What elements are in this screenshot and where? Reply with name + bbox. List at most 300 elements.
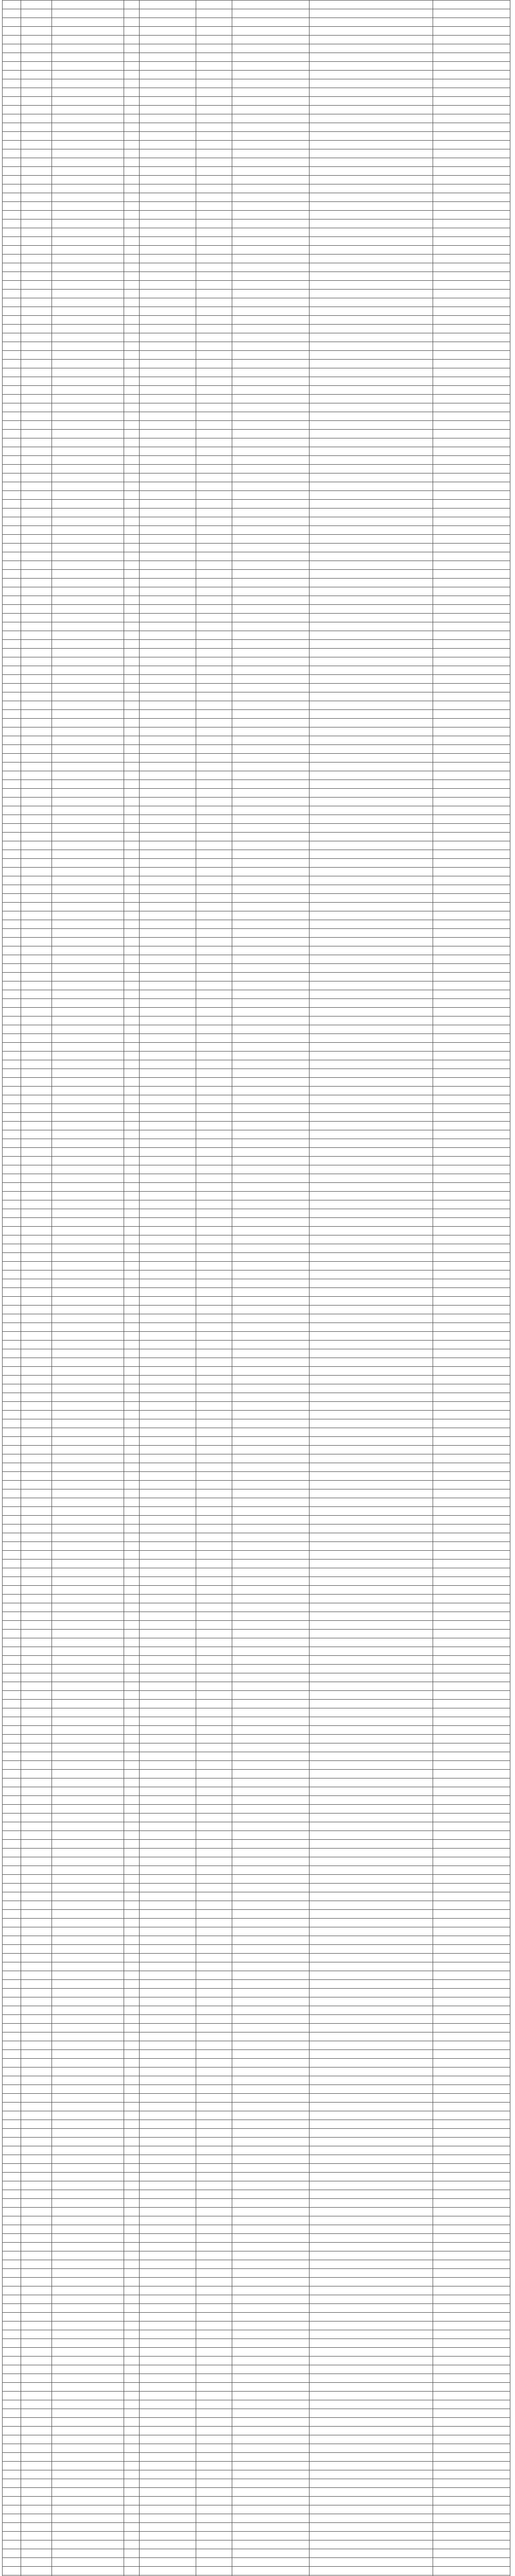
- table-cell-type: [196, 1822, 232, 1831]
- table-cell-prog: [140, 2295, 196, 2304]
- table-cell-extra: [433, 2497, 510, 2505]
- table-row: [3, 1489, 510, 1498]
- table-cell-cat: [124, 149, 140, 158]
- table-row: [3, 1778, 510, 1787]
- table-cell-unit: [310, 719, 433, 727]
- table-row: [3, 1700, 510, 1708]
- table-cell-idx: [3, 1113, 21, 1122]
- table-cell-type: [196, 342, 232, 351]
- table-cell-idx: [3, 1454, 21, 1463]
- table-row: [3, 1735, 510, 1743]
- table-cell-name: [21, 1165, 52, 1174]
- table-row: [3, 1060, 510, 1069]
- table-cell-cat: [124, 2024, 140, 2032]
- table-cell-type: [196, 351, 232, 360]
- table-cell-unit: [310, 184, 433, 193]
- table-cell-type: [196, 2348, 232, 2357]
- table-cell-inst: [232, 2435, 310, 2444]
- table-cell-unit: [310, 1849, 433, 1857]
- table-cell-prog: [140, 1735, 196, 1743]
- table-cell-cat: [124, 710, 140, 719]
- table-cell-pid: [52, 2514, 124, 2523]
- table-cell-inst: [232, 1139, 310, 1148]
- table-cell-extra: [433, 2321, 510, 2330]
- table-row: [3, 2208, 510, 2216]
- table-cell-unit: [310, 885, 433, 894]
- table-cell-inst: [232, 2164, 310, 2173]
- table-cell-pid: [52, 675, 124, 684]
- table-cell-unit: [310, 1892, 433, 1901]
- table-cell-type: [196, 2339, 232, 2348]
- table-cell-cat: [124, 219, 140, 228]
- table-cell-cat: [124, 657, 140, 666]
- table-cell-unit: [310, 1927, 433, 1936]
- table-row: [3, 2146, 510, 2155]
- table-cell-extra: [433, 2400, 510, 2409]
- table-cell-prog: [140, 1244, 196, 1253]
- table-cell-extra: [433, 1341, 510, 1349]
- table-cell-inst: [232, 1200, 310, 1209]
- table-cell-prog: [140, 850, 196, 859]
- table-row: [3, 736, 510, 745]
- table-cell-inst: [232, 789, 310, 798]
- table-cell-unit: [310, 1052, 433, 1060]
- table-cell-name: [21, 1892, 52, 1901]
- table-cell-extra: [433, 412, 510, 421]
- table-cell-unit: [310, 1437, 433, 1446]
- table-cell-name: [21, 587, 52, 596]
- table-cell-type: [196, 1411, 232, 1419]
- table-cell-prog: [140, 1927, 196, 1936]
- table-cell-name: [21, 386, 52, 395]
- table-cell-cat: [124, 1227, 140, 1235]
- table-cell-idx: [3, 2365, 21, 2374]
- table-cell-unit: [310, 2357, 433, 2365]
- table-cell-cat: [124, 1901, 140, 1910]
- table-cell-type: [196, 1770, 232, 1778]
- table-cell-type: [196, 1892, 232, 1901]
- table-cell-prog: [140, 1376, 196, 1384]
- table-cell-type: [196, 465, 232, 473]
- table-row: [3, 666, 510, 675]
- table-cell-prog: [140, 692, 196, 701]
- table-cell-cat: [124, 903, 140, 911]
- table-cell-pid: [52, 1437, 124, 1446]
- table-cell-prog: [140, 79, 196, 88]
- table-cell-extra: [433, 2558, 510, 2567]
- table-cell-cat: [124, 2120, 140, 2129]
- table-cell-cat: [124, 2190, 140, 2199]
- table-cell-name: [21, 1437, 52, 1446]
- table-cell-pid: [52, 1866, 124, 1875]
- table-cell-name: [21, 342, 52, 351]
- table-cell-inst: [232, 1586, 310, 1595]
- table-cell-idx: [3, 605, 21, 614]
- table-cell-extra: [433, 473, 510, 482]
- table-cell-type: [196, 2567, 232, 2575]
- table-cell-name: [21, 2392, 52, 2400]
- table-cell-idx: [3, 561, 21, 570]
- table-cell-pid: [52, 1454, 124, 1463]
- table-cell-type: [196, 1568, 232, 1577]
- table-cell-idx: [3, 202, 21, 211]
- table-cell-cat: [124, 1419, 140, 1428]
- table-cell-inst: [232, 2418, 310, 2427]
- table-cell-prog: [140, 2041, 196, 2050]
- table-row: [3, 614, 510, 622]
- table-row: [3, 1165, 510, 1174]
- table-cell-pid: [52, 211, 124, 219]
- table-cell-idx: [3, 649, 21, 657]
- table-row: [3, 465, 510, 473]
- table-cell-pid: [52, 2286, 124, 2295]
- table-row: [3, 622, 510, 631]
- table-row: [3, 841, 510, 850]
- table-cell-name: [21, 2540, 52, 2549]
- table-cell-pid: [52, 509, 124, 517]
- table-cell-inst: [232, 62, 310, 71]
- table-cell-extra: [433, 754, 510, 762]
- table-row: [3, 701, 510, 710]
- table-cell-unit: [310, 325, 433, 333]
- table-cell-name: [21, 692, 52, 701]
- table-cell-unit: [310, 1183, 433, 1192]
- table-cell-inst: [232, 2444, 310, 2453]
- table-row: [3, 2225, 510, 2234]
- table-cell-extra: [433, 2479, 510, 2488]
- table-cell-idx: [3, 1673, 21, 1682]
- table-row: [3, 2085, 510, 2094]
- table-cell-unit: [310, 1630, 433, 1638]
- table-cell-unit: [310, 2427, 433, 2435]
- table-cell-idx: [3, 1235, 21, 1244]
- table-cell-unit: [310, 1209, 433, 1218]
- table-cell-inst: [232, 1971, 310, 1980]
- table-cell-idx: [3, 211, 21, 219]
- table-row: [3, 1253, 510, 1262]
- table-cell-type: [196, 762, 232, 771]
- table-cell-name: [21, 1087, 52, 1095]
- table-cell-name: [21, 1831, 52, 1840]
- table-cell-inst: [232, 2138, 310, 2146]
- table-row: [3, 2558, 510, 2567]
- table-row: [3, 1270, 510, 1279]
- table-cell-name: [21, 657, 52, 666]
- table-cell-type: [196, 430, 232, 438]
- table-cell-cat: [124, 1682, 140, 1691]
- table-cell-name: [21, 158, 52, 167]
- table-cell-unit: [310, 640, 433, 649]
- table-cell-idx: [3, 1997, 21, 2006]
- table-cell-name: [21, 2313, 52, 2321]
- table-cell-pid: [52, 2059, 124, 2067]
- table-cell-unit: [310, 2006, 433, 2015]
- table-cell-unit: [310, 1612, 433, 1621]
- table-cell-extra: [433, 815, 510, 824]
- table-cell-prog: [140, 2111, 196, 2120]
- table-cell-prog: [140, 587, 196, 596]
- table-row: [3, 1025, 510, 1034]
- table-cell-pid: [52, 342, 124, 351]
- table-cell-pid: [52, 2103, 124, 2111]
- table-cell-cat: [124, 1341, 140, 1349]
- table-cell-pid: [52, 2488, 124, 2497]
- table-cell-prog: [140, 1384, 196, 1393]
- table-cell-name: [21, 2103, 52, 2111]
- table-cell-pid: [52, 1927, 124, 1936]
- table-cell-idx: [3, 1446, 21, 1454]
- table-cell-cat: [124, 1489, 140, 1498]
- table-cell-idx: [3, 692, 21, 701]
- table-cell-cat: [124, 2111, 140, 2120]
- table-cell-extra: [433, 1612, 510, 1621]
- table-row: [3, 2234, 510, 2243]
- table-cell-prog: [140, 1778, 196, 1787]
- table-cell-unit: [310, 1349, 433, 1358]
- table-cell-idx: [3, 1498, 21, 1507]
- table-cell-prog: [140, 281, 196, 290]
- table-cell-type: [196, 1314, 232, 1323]
- table-cell-type: [196, 1122, 232, 1130]
- table-cell-name: [21, 1849, 52, 1857]
- table-cell-idx: [3, 1384, 21, 1393]
- table-cell-type: [196, 18, 232, 27]
- table-cell-type: [196, 2243, 232, 2251]
- table-cell-name: [21, 1367, 52, 1376]
- table-cell-prog: [140, 798, 196, 806]
- table-cell-pid: [52, 2225, 124, 2234]
- table-cell-inst: [232, 1244, 310, 1253]
- table-cell-prog: [140, 1139, 196, 1148]
- table-cell-cat: [124, 2260, 140, 2269]
- table-cell-pid: [52, 2190, 124, 2199]
- table-cell-extra: [433, 2050, 510, 2059]
- table-cell-name: [21, 894, 52, 903]
- table-cell-extra: [433, 1384, 510, 1393]
- table-cell-inst: [232, 53, 310, 62]
- table-row: [3, 176, 510, 184]
- table-cell-inst: [232, 1341, 310, 1349]
- table-cell-unit: [310, 1814, 433, 1822]
- table-cell-name: [21, 1069, 52, 1078]
- table-cell-idx: [3, 1279, 21, 1288]
- table-cell-cat: [124, 62, 140, 71]
- table-cell-name: [21, 2260, 52, 2269]
- table-cell-prog: [140, 2330, 196, 2339]
- table-cell-inst: [232, 211, 310, 219]
- table-cell-inst: [232, 903, 310, 911]
- table-cell-extra: [433, 1752, 510, 1761]
- table-cell-extra: [433, 1638, 510, 1647]
- table-cell-inst: [232, 929, 310, 938]
- table-row: [3, 184, 510, 193]
- table-cell-type: [196, 587, 232, 596]
- table-cell-extra: [433, 544, 510, 552]
- table-cell-inst: [232, 1481, 310, 1489]
- table-cell-extra: [433, 1244, 510, 1253]
- table-cell-extra: [433, 561, 510, 570]
- table-cell-pid: [52, 1761, 124, 1770]
- table-cell-type: [196, 2041, 232, 2050]
- table-cell-inst: [232, 281, 310, 290]
- table-cell-pid: [52, 727, 124, 736]
- table-cell-idx: [3, 246, 21, 255]
- table-cell-idx: [3, 123, 21, 132]
- table-row: [3, 360, 510, 368]
- table-cell-name: [21, 1682, 52, 1691]
- table-cell-idx: [3, 333, 21, 342]
- table-cell-prog: [140, 18, 196, 27]
- table-cell-prog: [140, 1446, 196, 1454]
- table-cell-prog: [140, 2392, 196, 2400]
- table-cell-inst: [232, 1647, 310, 1656]
- table-row: [3, 141, 510, 149]
- table-cell-inst: [232, 184, 310, 193]
- table-cell-extra: [433, 246, 510, 255]
- table-cell-extra: [433, 2181, 510, 2190]
- table-cell-type: [196, 1244, 232, 1253]
- table-cell-prog: [140, 544, 196, 552]
- table-row: [3, 1104, 510, 1113]
- table-cell-idx: [3, 631, 21, 640]
- table-cell-unit: [310, 2286, 433, 2295]
- table-cell-extra: [433, 2234, 510, 2243]
- table-cell-type: [196, 719, 232, 727]
- table-cell-cat: [124, 500, 140, 509]
- table-cell-name: [21, 2050, 52, 2059]
- table-cell-pid: [52, 1428, 124, 1437]
- table-cell-type: [196, 2295, 232, 2304]
- table-cell-prog: [140, 1919, 196, 1927]
- table-cell-pid: [52, 2024, 124, 2032]
- table-cell-type: [196, 1034, 232, 1043]
- table-cell-extra: [433, 255, 510, 263]
- table-row: [3, 2024, 510, 2032]
- table-cell-cat: [124, 2251, 140, 2260]
- table-cell-unit: [310, 1682, 433, 1691]
- table-cell-unit: [310, 237, 433, 246]
- table-cell-cat: [124, 762, 140, 771]
- table-cell-inst: [232, 771, 310, 780]
- table-cell-idx: [3, 990, 21, 999]
- table-cell-type: [196, 219, 232, 228]
- table-cell-cat: [124, 535, 140, 544]
- table-cell-extra: [433, 1971, 510, 1980]
- table-cell-pid: [52, 88, 124, 97]
- table-cell-name: [21, 1770, 52, 1778]
- table-cell-cat: [124, 1971, 140, 1980]
- table-cell-idx: [3, 456, 21, 465]
- table-cell-inst: [232, 631, 310, 640]
- table-cell-prog: [140, 1393, 196, 1402]
- table-cell-type: [196, 1542, 232, 1551]
- table-cell-pid: [52, 263, 124, 272]
- table-cell-name: [21, 1060, 52, 1069]
- table-cell-prog: [140, 631, 196, 640]
- table-cell-prog: [140, 1638, 196, 1647]
- table-cell-idx: [3, 535, 21, 544]
- table-cell-type: [196, 1551, 232, 1560]
- table-cell-pid: [52, 1192, 124, 1200]
- table-cell-type: [196, 1043, 232, 1052]
- table-cell-prog: [140, 1980, 196, 1989]
- table-cell-type: [196, 1866, 232, 1875]
- table-row: [3, 1884, 510, 1892]
- table-cell-idx: [3, 2120, 21, 2129]
- table-cell-idx: [3, 1612, 21, 1621]
- table-cell-idx: [3, 1288, 21, 1297]
- table-cell-inst: [232, 1656, 310, 1665]
- table-cell-unit: [310, 1192, 433, 1200]
- table-cell-extra: [433, 946, 510, 955]
- table-cell-idx: [3, 342, 21, 351]
- table-cell-inst: [232, 1095, 310, 1104]
- table-cell-type: [196, 2251, 232, 2260]
- table-cell-name: [21, 307, 52, 316]
- table-cell-cat: [124, 1043, 140, 1052]
- table-cell-idx: [3, 1735, 21, 1743]
- table-cell-prog: [140, 2155, 196, 2164]
- table-cell-inst: [232, 456, 310, 465]
- table-cell-name: [21, 999, 52, 1008]
- table-cell-idx: [3, 1700, 21, 1708]
- table-cell-inst: [232, 2470, 310, 2479]
- table-cell-idx: [3, 911, 21, 920]
- table-cell-cat: [124, 605, 140, 614]
- table-cell-name: [21, 2295, 52, 2304]
- table-cell-pid: [52, 798, 124, 806]
- table-cell-inst: [232, 622, 310, 631]
- table-row: [3, 2488, 510, 2497]
- table-row: [3, 2549, 510, 2558]
- table-cell-inst: [232, 2173, 310, 2181]
- table-cell-type: [196, 1087, 232, 1095]
- table-cell-cat: [124, 377, 140, 386]
- table-cell-unit: [310, 2024, 433, 2032]
- table-cell-extra: [433, 1568, 510, 1577]
- table-cell-cat: [124, 1638, 140, 1647]
- table-cell-inst: [232, 290, 310, 298]
- table-cell-type: [196, 806, 232, 815]
- table-cell-idx: [3, 377, 21, 386]
- table-cell-idx: [3, 1244, 21, 1253]
- table-cell-pid: [52, 1717, 124, 1726]
- table-cell-type: [196, 36, 232, 44]
- table-cell-inst: [232, 1025, 310, 1034]
- table-cell-cat: [124, 9, 140, 18]
- table-cell-unit: [310, 272, 433, 281]
- table-cell-prog: [140, 2549, 196, 2558]
- table-cell-inst: [232, 36, 310, 44]
- table-cell-idx: [3, 1568, 21, 1577]
- table-cell-prog: [140, 1008, 196, 1016]
- table-cell-type: [196, 1936, 232, 1945]
- table-cell-unit: [310, 1507, 433, 1516]
- table-cell-type: [196, 2357, 232, 2365]
- table-cell-name: [21, 2190, 52, 2199]
- table-cell-inst: [232, 2304, 310, 2313]
- table-cell-extra: [433, 167, 510, 176]
- table-cell-name: [21, 237, 52, 246]
- table-cell-name: [21, 1, 52, 9]
- table-cell-inst: [232, 1411, 310, 1419]
- table-cell-extra: [433, 1130, 510, 1139]
- table-cell-name: [21, 1840, 52, 1849]
- table-cell-name: [21, 876, 52, 885]
- table-cell-extra: [433, 2374, 510, 2383]
- table-cell-name: [21, 1866, 52, 1875]
- table-cell-inst: [232, 351, 310, 360]
